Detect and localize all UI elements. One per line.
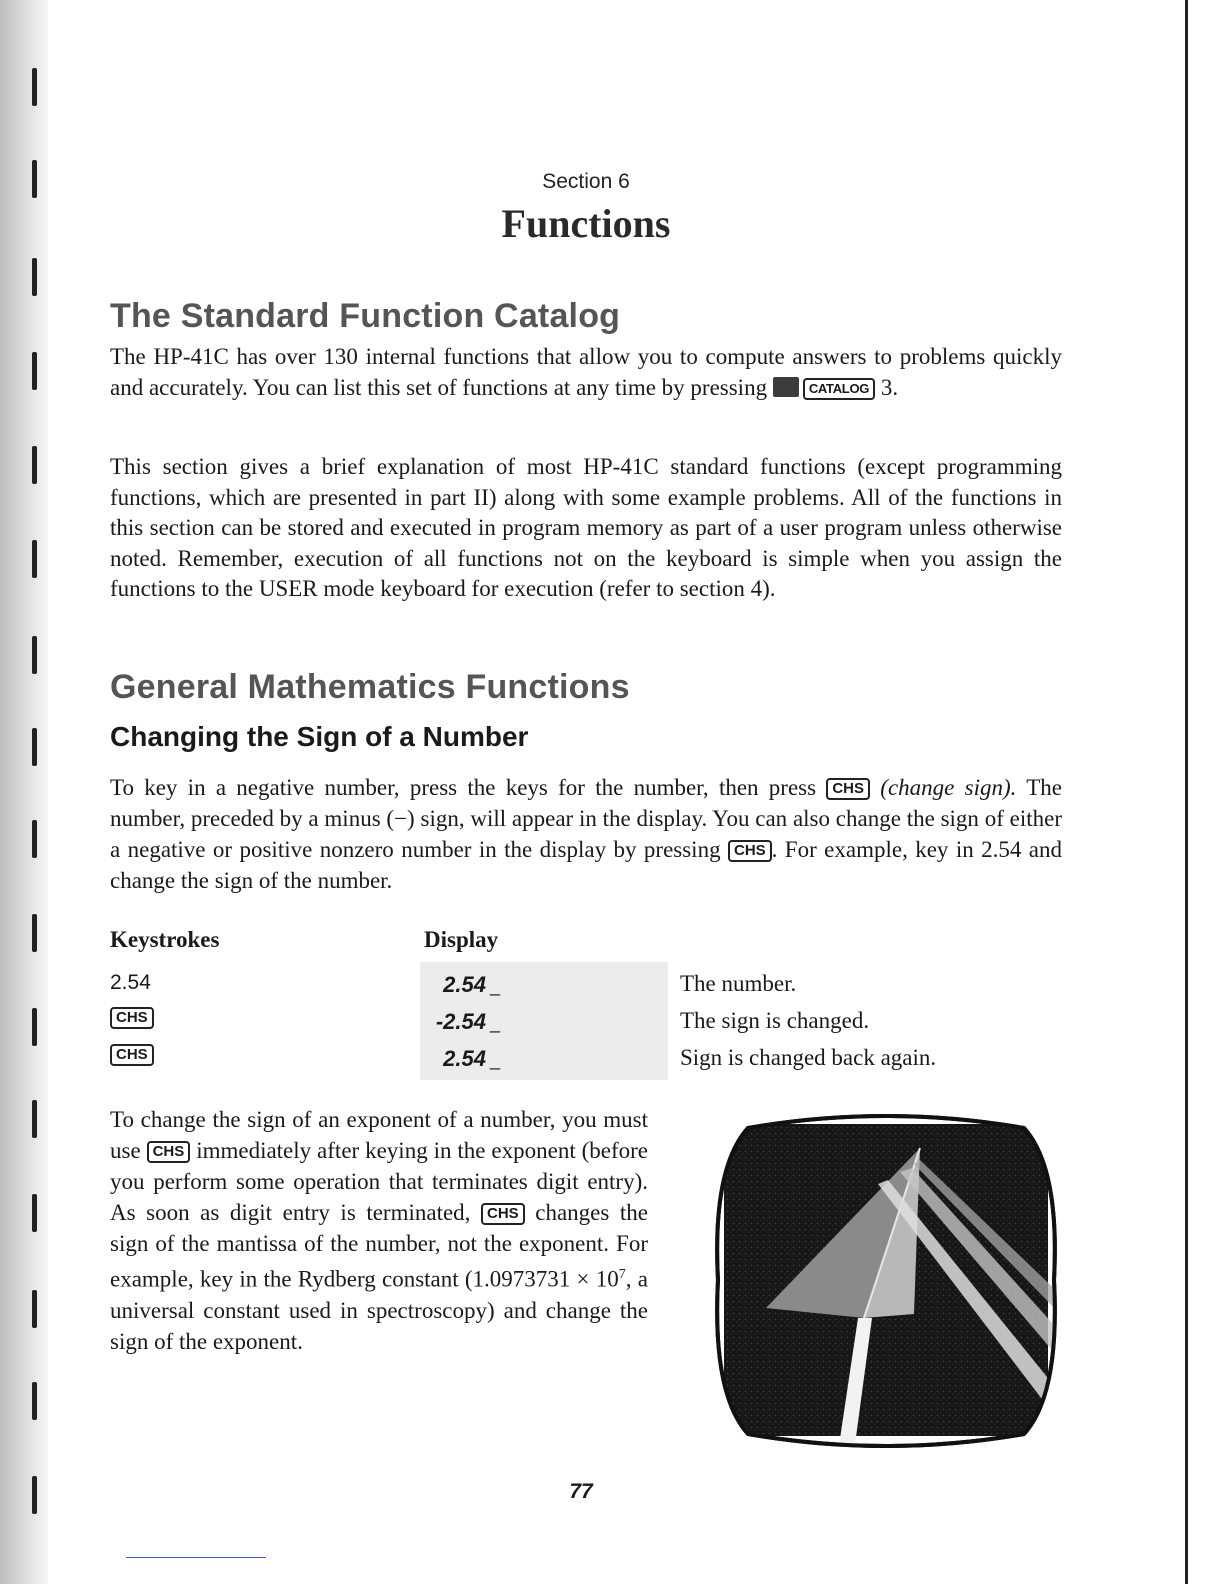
binding-hole <box>32 68 37 106</box>
exp-text-b: immediately after keying in the exponent (before you perform some operation that terminates digit entry). As soon as digit entry is terminated, <box>110 1138 649 1225</box>
binding-hole <box>32 914 37 952</box>
display-value: 2.54 <box>443 1046 486 1071</box>
page-title: Functions <box>501 201 671 246</box>
catalog-paragraph-2: This section gives a brief explanation of most HP-41C standard functions (except programming functions, which are presented in part II) along with some example problems. All of the functions in this section can be stored and executed in program memory as part of a user program unless otherwise noted. Remember, execution of all functions not on the keyboard is simple when you assign the functions to the USER mode keyboard for execution (refer to section 4). <box>110 454 1062 601</box>
catalog-key: CATALOG <box>803 378 875 400</box>
page-number: 77 <box>569 1480 593 1503</box>
exponent-paragraph <box>110 1104 648 1357</box>
binding-hole <box>32 258 37 296</box>
display-cursor: _ <box>490 1050 501 1070</box>
footer-rule <box>126 1557 266 1558</box>
section-label: Section 6 <box>542 170 630 193</box>
binding-hole <box>32 352 37 390</box>
exp-superscript: 7 <box>618 1267 626 1282</box>
catalog-paragraph-1 <box>110 342 1062 403</box>
binding-hole <box>32 820 37 858</box>
heading-standard-catalog: The Standard Function Catalog <box>110 297 621 335</box>
display-value: -2.54 <box>435 1009 486 1034</box>
chs-key: CHS <box>728 840 772 862</box>
cs-text-a: To key in a negative number, press the keys for the number, then press <box>110 775 817 800</box>
display-cursor: _ <box>490 1013 501 1033</box>
keystroke-cell <box>110 1006 154 1030</box>
shift-key-icon <box>773 377 799 397</box>
row-comment: The sign is changed. <box>680 1008 870 1033</box>
row-comment: Sign is changed back again. <box>680 1045 937 1070</box>
binding-hole <box>32 446 37 484</box>
change-sign-paragraph <box>110 772 1062 896</box>
binding-hole <box>32 540 37 578</box>
catalog-p1-text: The HP-41C has over 130 internal functions that allow you to compute answers to problems quickly and accurately. You can list this set of functions at any time by pressing <box>110 344 1062 400</box>
display-cursor: _ <box>490 976 501 996</box>
chs-key: CHS <box>147 1141 191 1163</box>
exp-text-a: To change the sign of an exponent of a number, you must use <box>110 1107 648 1163</box>
prism-illustration <box>708 1108 1064 1452</box>
binding-hole <box>32 1100 37 1138</box>
chs-key: CHS <box>110 1007 154 1029</box>
chs-key: CHS <box>481 1203 525 1225</box>
binding-hole <box>32 1382 37 1420</box>
cs-text-d: . For example, key in 2.54 and change the sign of the number. <box>110 837 1062 893</box>
chs-key: CHS <box>110 1044 154 1066</box>
binding-hole <box>32 636 37 674</box>
keystroke-value: 2.54 <box>110 971 151 994</box>
binding-hole <box>32 728 37 766</box>
page-edge <box>1185 0 1188 1584</box>
catalog-p1-end: 3. <box>880 374 899 400</box>
heading-general-math: General Mathematics Functions <box>110 668 630 706</box>
cs-text-b: (change sign). <box>880 775 1017 800</box>
cs-text-c: The number, preceded by a minus (−) sign, will appear in the display. You can also change the sign of either a negative or positive nonzero number in the display by pressing <box>110 775 1062 862</box>
chs-key: CHS <box>826 778 870 800</box>
col-keystrokes-header: Keystrokes <box>110 927 220 952</box>
keystroke-cell <box>110 1043 154 1067</box>
binding-hole <box>32 1008 37 1046</box>
exp-text-c: changes the sign of the mantissa of the number, not the exponent. For example, key in the Rydberg constant (1.0973731 × 10 <box>110 1200 649 1292</box>
binding-hole <box>32 1290 37 1328</box>
exp-text-d: , a universal constant used in spectroscopy) and change the sign of the exponent. <box>110 1266 648 1354</box>
col-display-header: Display <box>424 927 499 952</box>
subheading-change-sign: Changing the Sign of a Number <box>110 721 529 752</box>
row-comment: The number. <box>680 971 797 996</box>
display-value: 2.54 <box>443 972 486 997</box>
binding-hole <box>32 1194 37 1232</box>
